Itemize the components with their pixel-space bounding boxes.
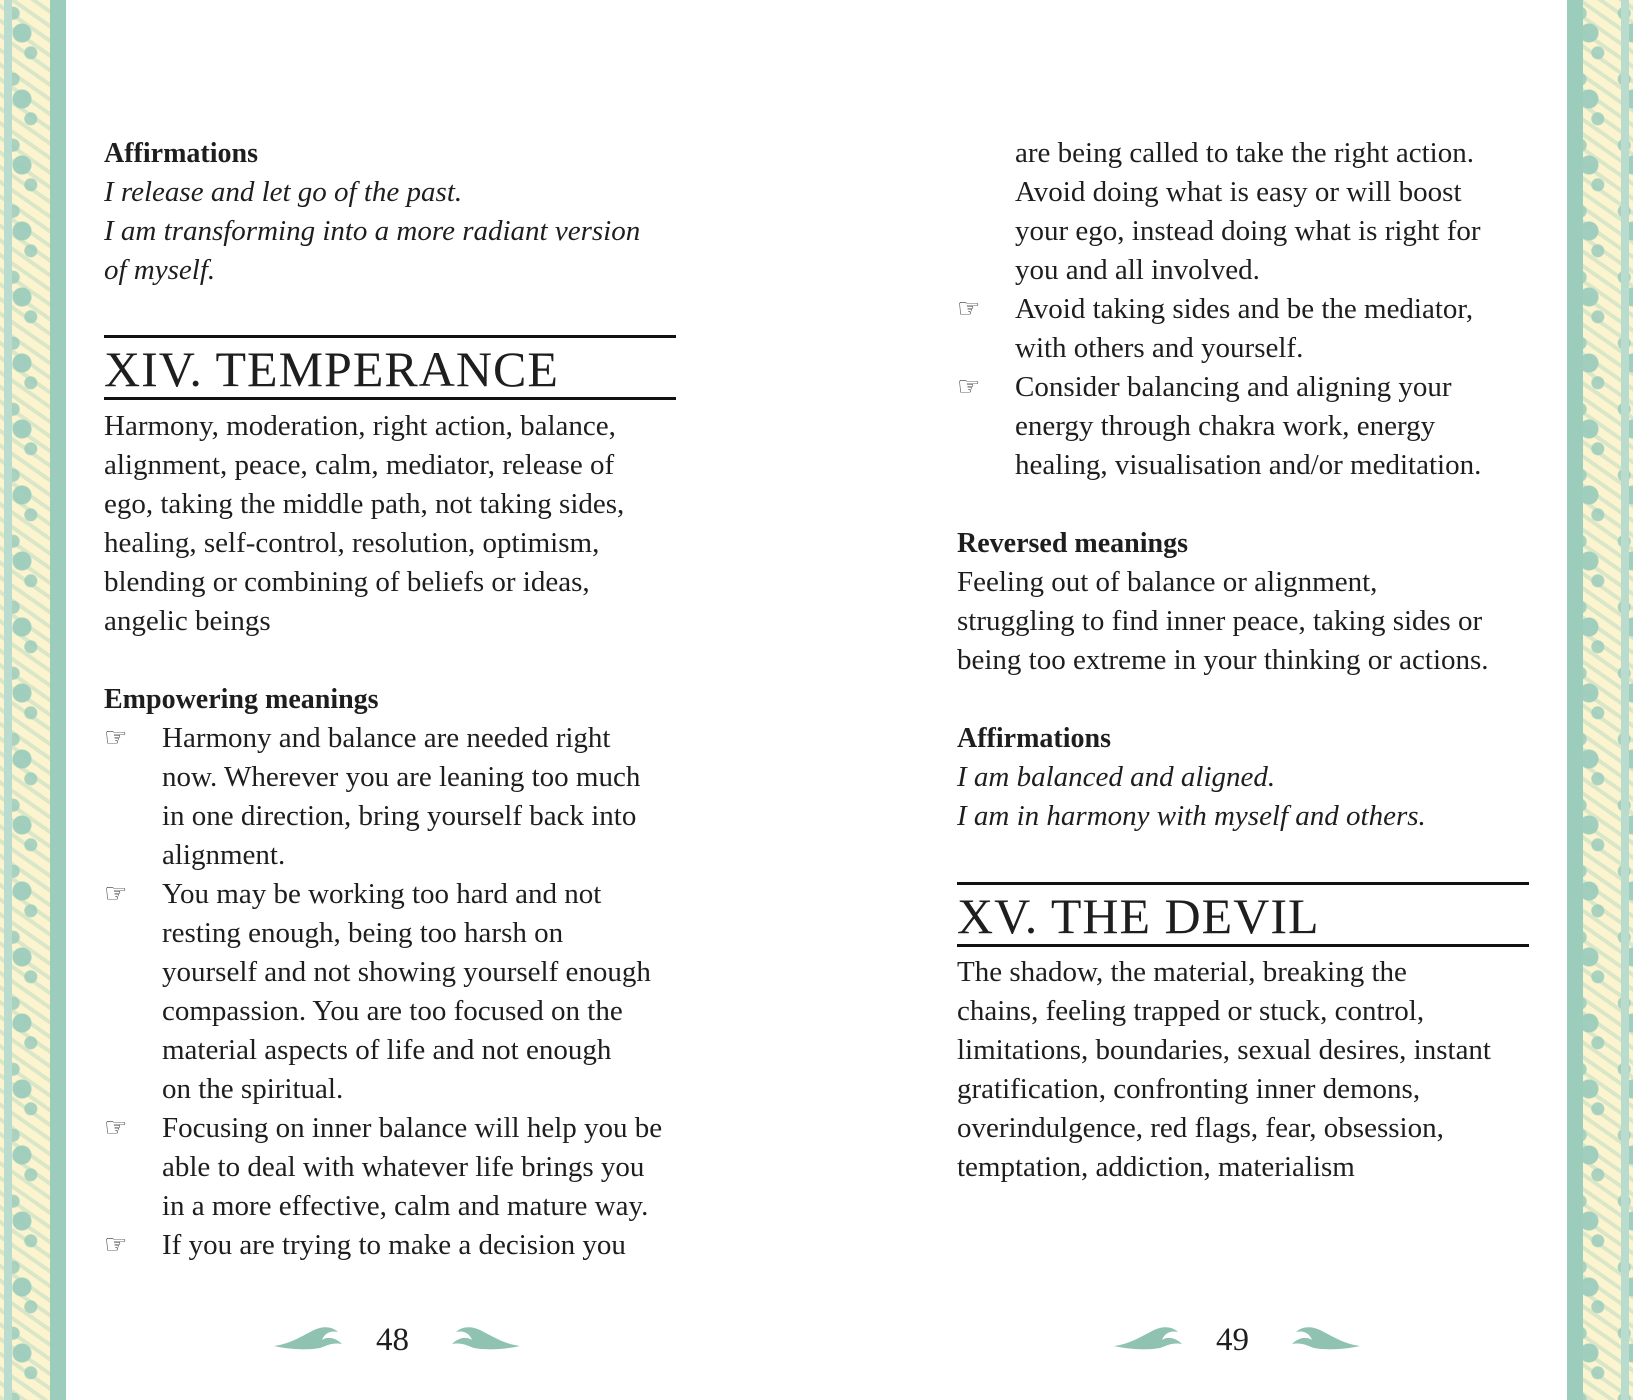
title-rule-bottom	[957, 944, 1529, 947]
keyword-line: blending or combining of beliefs or ideas,	[104, 566, 590, 598]
keyword-line: alignment, peace, calm, mediator, release of	[104, 449, 615, 481]
bullet-line: on the spiritual.	[162, 1073, 344, 1105]
bullet-line: compassion. You are too focused on the	[162, 995, 623, 1027]
right-page	[957, 0, 1537, 1400]
bullet-line: healing, visualisation and/or meditation.	[1015, 449, 1482, 481]
section-title: XV. THE DEVIL	[957, 888, 1320, 944]
leaf-flourish-icon	[1112, 1322, 1186, 1354]
pointing-hand-icon: ☞	[957, 294, 981, 324]
pointing-hand-icon: ☞	[957, 372, 981, 402]
leaf-flourish-icon	[448, 1322, 522, 1354]
empowering-heading: Empowering meanings	[104, 684, 379, 715]
bullet-line: Avoid taking sides and be the mediator,	[1015, 293, 1474, 325]
keyword-line: Harmony, moderation, right action, balance,	[104, 410, 616, 442]
affirmation-line: I am balanced and aligned.	[957, 761, 1276, 793]
bullet-line: yourself and not showing yourself enough	[162, 956, 651, 988]
affirmation-line: I am transforming into a more radiant version	[104, 215, 641, 247]
affirmations-heading: Affirmations	[957, 723, 1111, 754]
pointing-hand-icon: ☞	[104, 879, 128, 909]
keyword-line: overindulgence, red flags, fear, obsession,	[957, 1112, 1444, 1144]
keyword-line: chains, feeling trapped or stuck, control,	[957, 995, 1425, 1027]
pointing-hand-icon: ☞	[104, 1230, 128, 1260]
bullet-line: in one direction, bring yourself back into	[162, 800, 637, 832]
pointing-hand-icon: ☞	[104, 723, 128, 753]
left-border-band	[4, 0, 12, 1400]
title-rule-bottom	[104, 397, 676, 400]
bullet-line: in a more effective, calm and mature way.	[162, 1190, 649, 1222]
keyword-line: ego, taking the middle path, not taking sides,	[104, 488, 625, 520]
bullet-line: Harmony and balance are needed right	[162, 722, 611, 754]
leaf-flourish-icon	[272, 1322, 346, 1354]
pointing-hand-icon: ☞	[104, 1113, 128, 1143]
bullet-line: Focusing on inner balance will help you be	[162, 1112, 663, 1144]
bullet-line: material aspects of life and not enough	[162, 1034, 612, 1066]
bullet-line: If you are trying to make a decision you	[162, 1229, 626, 1261]
reversed-line: being too extreme in your thinking or actions.	[957, 644, 1489, 676]
affirmation-line: of myself.	[104, 254, 216, 286]
keyword-line: The shadow, the material, breaking the	[957, 956, 1407, 988]
bullet-line: You may be working too hard and not	[162, 878, 602, 910]
bullet-line: now. Wherever you are leaning too much	[162, 761, 641, 793]
keyword-line: gratification, confronting inner demons,	[957, 1073, 1421, 1105]
page-number: 49	[1216, 1322, 1249, 1358]
left-page	[104, 0, 684, 1400]
keyword-line: limitations, boundaries, sexual desires, instant	[957, 1034, 1491, 1066]
title-rule-top	[104, 335, 676, 338]
keyword-line: healing, self-control, resolution, optimism,	[104, 527, 600, 559]
bullet-line: are being called to take the right action.	[1015, 137, 1474, 169]
page-number: 48	[376, 1322, 409, 1358]
reversed-line: struggling to find inner peace, taking sides or	[957, 605, 1483, 637]
leaf-flourish-icon	[1288, 1322, 1362, 1354]
affirmation-line: I release and let go of the past.	[104, 176, 463, 208]
bullet-line: you and all involved.	[1015, 254, 1260, 286]
bullet-line: Avoid doing what is easy or will boost	[1015, 176, 1462, 208]
section-title: XIV. TEMPERANCE	[104, 341, 559, 397]
reversed-heading: Reversed meanings	[957, 528, 1188, 559]
keyword-line: temptation, addiction, materialism	[957, 1151, 1355, 1183]
title-rule-top	[957, 882, 1529, 885]
affirmation-line: I am in harmony with myself and others.	[957, 800, 1426, 832]
bullet-line: energy through chakra work, energy	[1015, 410, 1436, 442]
bullet-line: your ego, instead doing what is right for	[1015, 215, 1481, 247]
keyword-line: angelic beings	[104, 605, 271, 637]
reversed-line: Feeling out of balance or alignment,	[957, 566, 1378, 598]
bullet-line: alignment.	[162, 839, 286, 871]
bullet-line: Consider balancing and aligning your	[1015, 371, 1452, 403]
bullet-line: able to deal with whatever life brings you	[162, 1151, 645, 1183]
affirmations-heading: Affirmations	[104, 138, 258, 169]
bullet-line: with others and yourself.	[1015, 332, 1304, 364]
bullet-line: resting enough, being too harsh on	[162, 917, 564, 949]
right-border-band	[1621, 0, 1629, 1400]
